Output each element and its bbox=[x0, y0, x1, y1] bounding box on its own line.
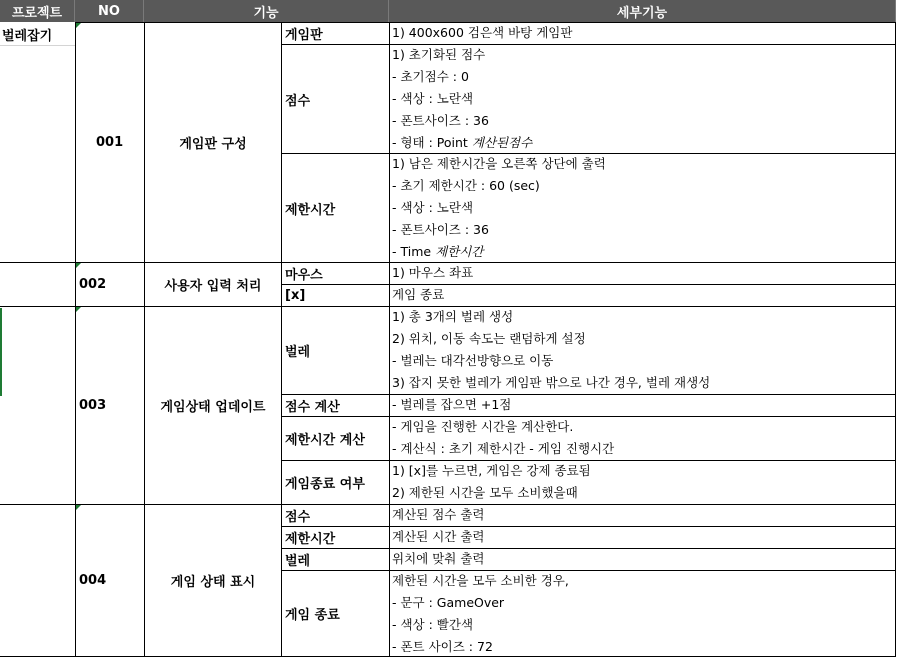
detail-line[interactable]: 1) [x]를 누르면, 게임은 강제 종료됨 bbox=[392, 463, 591, 478]
item-name[interactable]: 마우스 bbox=[285, 268, 323, 283]
detail-line[interactable]: 위치에 맞춰 출력 bbox=[392, 551, 485, 566]
header-feature[interactable]: 기능 bbox=[144, 0, 389, 22]
header-detail[interactable]: 세부기능 bbox=[389, 0, 896, 22]
detail-line[interactable]: - 색상 : 노란색 bbox=[392, 200, 474, 215]
header-no[interactable]: NO bbox=[75, 0, 144, 22]
detail-line[interactable]: - 폰트사이즈 : 36 bbox=[392, 222, 489, 237]
item-name[interactable]: 점수 계산 bbox=[285, 400, 340, 415]
group-no[interactable]: 004 bbox=[79, 573, 107, 588]
detail-line[interactable]: 1) 남은 제한시간을 오른쪽 상단에 출력 bbox=[392, 156, 606, 171]
item-name[interactable]: 제한시간 bbox=[285, 202, 336, 218]
group-no[interactable]: 002 bbox=[79, 277, 107, 292]
group-no[interactable]: 003 bbox=[79, 398, 107, 413]
detail-line[interactable]: 계산된 시간 출력 bbox=[392, 529, 485, 544]
item-name[interactable]: 제한시간 계산 bbox=[285, 433, 365, 448]
detail-line[interactable]: - 초기 제한시간 : 60 (sec) bbox=[392, 178, 540, 193]
group-name[interactable]: 사용자 입력 처리 bbox=[164, 279, 262, 294]
selection-edge bbox=[0, 308, 2, 396]
detail-line[interactable]: - 폰트사이즈 : 36 bbox=[392, 113, 489, 128]
detail-line[interactable]: 계산된 점수 출력 bbox=[392, 507, 485, 522]
detail-line[interactable]: - 계산식 : 초기 제한시간 - 게임 진행시간 bbox=[392, 441, 615, 456]
detail-line[interactable] bbox=[392, 132, 532, 154]
item-name[interactable]: 게임 종료 bbox=[285, 608, 340, 623]
detail-line[interactable]: 1) 초기화된 점수 bbox=[392, 47, 486, 62]
comment-marker-icon[interactable] bbox=[76, 23, 81, 28]
detail-line[interactable]: 1) 총 3개의 벌레 생성 bbox=[392, 309, 514, 324]
group-no[interactable]: 001 bbox=[96, 135, 124, 150]
item-name[interactable]: [x] bbox=[285, 288, 306, 303]
detail-line[interactable]: 1) 400x600 검은색 바탕 게임판 bbox=[392, 25, 573, 40]
group-name[interactable]: 게임판 구성 bbox=[179, 137, 247, 152]
detail-line[interactable]: - 색상 : 노란색 bbox=[392, 91, 474, 106]
detail-line[interactable]: - 문구 : GameOver bbox=[392, 595, 505, 610]
detail-line[interactable]: 2) 위치, 이동 속도는 랜덤하게 설정 bbox=[392, 331, 586, 346]
item-name[interactable]: 점수 bbox=[285, 93, 311, 109]
item-name[interactable]: 벌레 bbox=[285, 554, 311, 569]
detail-line[interactable]: - 벌레를 잡으면 +1점 bbox=[392, 397, 512, 412]
detail-line[interactable]: 게임 종료 bbox=[392, 287, 445, 302]
detail-line[interactable]: - 벌레는 대각선방향으로 이동 bbox=[392, 353, 554, 368]
detail-line[interactable]: - 색상 : 빨간색 bbox=[392, 617, 474, 632]
header-project[interactable]: 프로젝트 bbox=[0, 0, 75, 22]
detail-line[interactable]: - 게임을 진행한 시간을 계산한다. bbox=[392, 419, 574, 434]
group-name[interactable]: 게임상태 업데이트 bbox=[160, 400, 266, 415]
detail-italic: 계산된점수 bbox=[471, 135, 533, 150]
detail-line[interactable]: - 초기점수 : 0 bbox=[392, 69, 469, 84]
detail-text: - 형태 : Point bbox=[392, 135, 472, 150]
detail-text: - Time bbox=[392, 244, 436, 259]
item-name[interactable]: 게임종료 여부 bbox=[285, 477, 365, 492]
item-name[interactable]: 게임판 bbox=[285, 28, 323, 43]
item-name[interactable]: 벌레 bbox=[285, 345, 311, 360]
detail-line[interactable]: 제한된 시간을 모두 소비한 경우, bbox=[392, 573, 569, 588]
item-name[interactable]: 제한시간 bbox=[285, 532, 336, 547]
detail-line[interactable] bbox=[392, 241, 483, 263]
detail-line[interactable]: - 폰트 사이즈 : 72 bbox=[392, 639, 493, 654]
detail-line[interactable]: 1) 마우스 좌표 bbox=[392, 265, 474, 280]
detail-italic: 제한시간 bbox=[435, 244, 484, 259]
project-name[interactable]: 벌레잡기 bbox=[2, 28, 53, 44]
group-name[interactable]: 게임 상태 표시 bbox=[170, 575, 256, 590]
item-name[interactable]: 점수 bbox=[285, 510, 311, 525]
detail-line[interactable]: 2) 제한된 시간을 모두 소비했을때 bbox=[392, 485, 578, 500]
detail-line[interactable]: 3) 잡지 못한 벌레가 게임판 밖으로 나간 경우, 벌레 재생성 bbox=[392, 375, 711, 390]
